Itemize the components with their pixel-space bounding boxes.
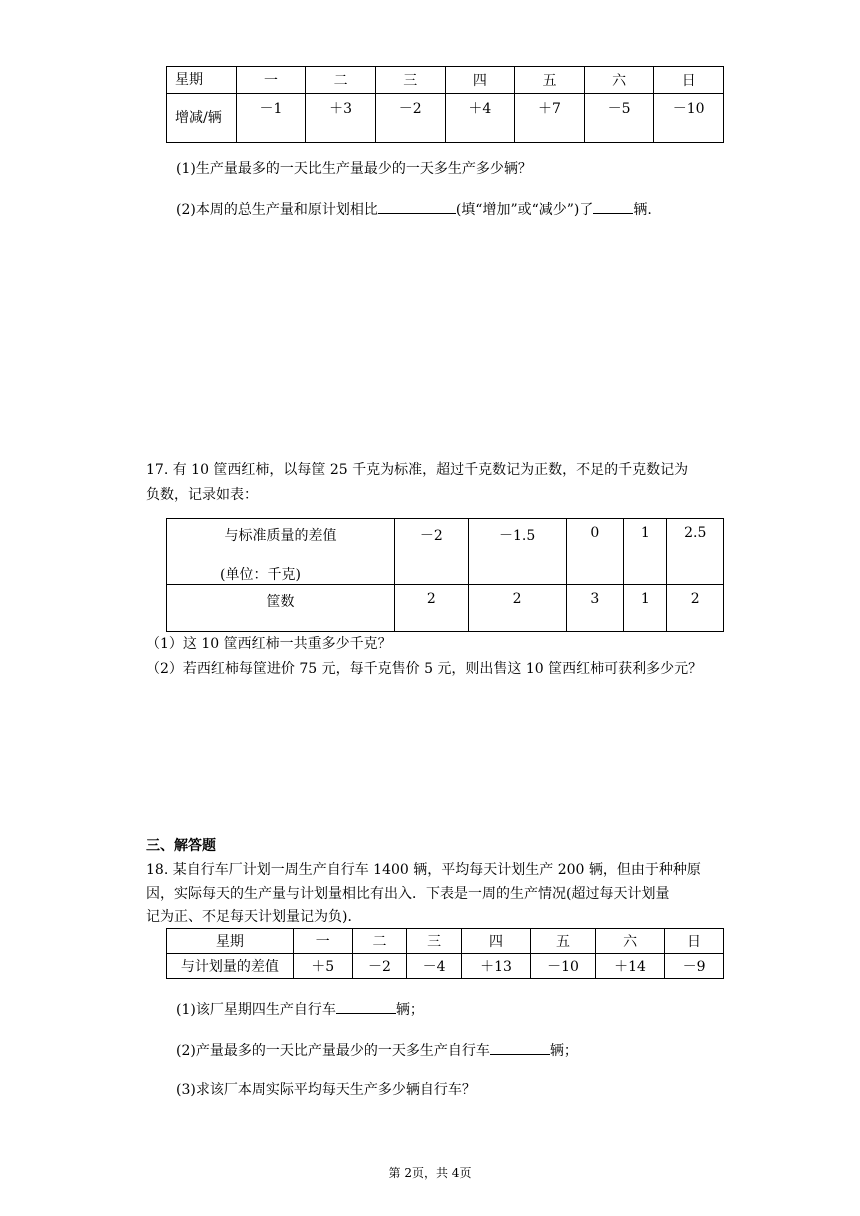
table-cell: 六 bbox=[596, 929, 665, 954]
table-cell: －2 bbox=[395, 519, 469, 585]
table-header-row bbox=[167, 929, 724, 954]
table-cell: 四 bbox=[445, 67, 515, 94]
table-cell: 一 bbox=[293, 929, 352, 954]
table-cell: 四 bbox=[461, 929, 530, 954]
row-label: 增减/辆 bbox=[167, 94, 237, 143]
table-cell: －1 bbox=[236, 94, 306, 143]
q18-part2 bbox=[176, 1040, 578, 1061]
table-cell: ＋14 bbox=[596, 954, 665, 979]
table-cell: －1.5 bbox=[468, 519, 566, 585]
table-cell: 二 bbox=[352, 929, 407, 954]
table-row bbox=[167, 954, 724, 979]
table-cell: 星期 bbox=[167, 929, 294, 954]
answer-blank[interactable] bbox=[378, 199, 456, 214]
table-cell: 五 bbox=[515, 67, 585, 94]
table-cell: 五 bbox=[531, 929, 596, 954]
q18-stem-line1: 18. 某自行车厂计划一周生产自行车 1400 辆，平均每天计划生产 200 辆，但由于种种原 bbox=[146, 862, 701, 878]
answer-blank[interactable] bbox=[490, 1040, 550, 1055]
answer-blank[interactable] bbox=[336, 999, 396, 1014]
table-cell: －2 bbox=[375, 94, 445, 143]
table-cell: 一 bbox=[236, 67, 306, 94]
table-cell: 2 bbox=[395, 585, 469, 632]
table-cell: 2.5 bbox=[667, 519, 724, 585]
q16-part2-text-a: (2)本周的总生产量和原计划相比 bbox=[176, 202, 378, 218]
table-cell: 二 bbox=[306, 67, 376, 94]
table-cell: 2 bbox=[667, 585, 724, 632]
q17-stem-line1: 17. 有 10 筐西红柿，以每筐 25 千克为标准，超过千克数记为正数，不足的千克数记为 bbox=[146, 462, 689, 478]
table-cell: 六 bbox=[584, 67, 654, 94]
row-label bbox=[167, 519, 395, 585]
table-cell: －4 bbox=[407, 954, 462, 979]
weekly-change-table bbox=[166, 66, 724, 143]
table-cell: －2 bbox=[352, 954, 407, 979]
table-cell: 三 bbox=[375, 67, 445, 94]
table-cell: －10 bbox=[531, 954, 596, 979]
q18-stem-line3: 记为正、不足每天计划量记为负)． bbox=[146, 909, 362, 925]
table-cell: 日 bbox=[654, 67, 724, 94]
q18-part3: (3)求该厂本周实际平均每天生产多少辆自行车？ bbox=[176, 1082, 476, 1098]
table-cell: －5 bbox=[584, 94, 654, 143]
table-cell: ＋5 bbox=[293, 954, 352, 979]
table-cell: 3 bbox=[566, 585, 624, 632]
q16-part1: (1)生产量最多的一天比生产量最少的一天多生产多少辆？ bbox=[176, 161, 532, 177]
table-row bbox=[167, 585, 724, 632]
table-row bbox=[167, 519, 724, 585]
answer-blank[interactable] bbox=[593, 199, 633, 214]
table-cell: ＋7 bbox=[515, 94, 585, 143]
q18-part1-text-a: (1)该厂星期四生产自行车 bbox=[176, 1002, 336, 1018]
row-label: 与计划量的差值 bbox=[167, 954, 294, 979]
q18-stem-line2: 因，实际每天的生产量与计划量相比有出入．下表是一周的生产情况(超过每天计划量 bbox=[146, 886, 670, 902]
table-cell: －9 bbox=[665, 954, 724, 979]
table-cell: 三 bbox=[407, 929, 462, 954]
table-cell: －10 bbox=[654, 94, 724, 143]
q16-part2 bbox=[176, 199, 652, 220]
q17-part2: （2）若西红柿每筐进价 75 元，每千克售价 5 元，则出售这 10 筐西红柿可获利多少元？ bbox=[146, 661, 703, 677]
tomato-weight-table bbox=[166, 518, 724, 632]
q18-part1 bbox=[176, 999, 424, 1020]
table-cell: ＋3 bbox=[306, 94, 376, 143]
table-cell: 1 bbox=[624, 519, 667, 585]
q17-part1: （1）这 10 筐西红柿一共重多少千克？ bbox=[146, 636, 392, 652]
row-label-unit: (单位：千克) bbox=[220, 567, 301, 583]
table-cell: 1 bbox=[624, 585, 667, 632]
row-label-title: 与标准质量的差值 bbox=[224, 528, 337, 544]
q18-part1-text-b: 辆； bbox=[395, 1002, 424, 1018]
table-cell: ＋13 bbox=[461, 954, 530, 979]
table-row bbox=[167, 94, 724, 143]
row-label: 筐数 bbox=[167, 585, 395, 632]
page-footer: 第 2页，共 4页 bbox=[388, 1166, 472, 1180]
table-cell: 0 bbox=[566, 519, 624, 585]
table-header-row bbox=[167, 67, 724, 94]
q18-part2-text-b: 辆； bbox=[549, 1043, 578, 1059]
table-cell: 2 bbox=[468, 585, 566, 632]
q17-stem-line2: 负数，记录如表： bbox=[146, 487, 258, 503]
table-cell: 日 bbox=[665, 929, 724, 954]
table-cell: ＋4 bbox=[445, 94, 515, 143]
table-cell: 星期 bbox=[167, 67, 237, 94]
q16-part2-text-b: (填“增加”或“减少”)了 bbox=[455, 202, 594, 218]
q16-part2-text-c: 辆. bbox=[633, 202, 652, 218]
section-title: 三、解答题 bbox=[146, 838, 216, 854]
q18-part2-text-a: (2)产量最多的一天比产量最少的一天多生产自行车 bbox=[176, 1043, 490, 1059]
production-diff-table bbox=[166, 928, 724, 979]
